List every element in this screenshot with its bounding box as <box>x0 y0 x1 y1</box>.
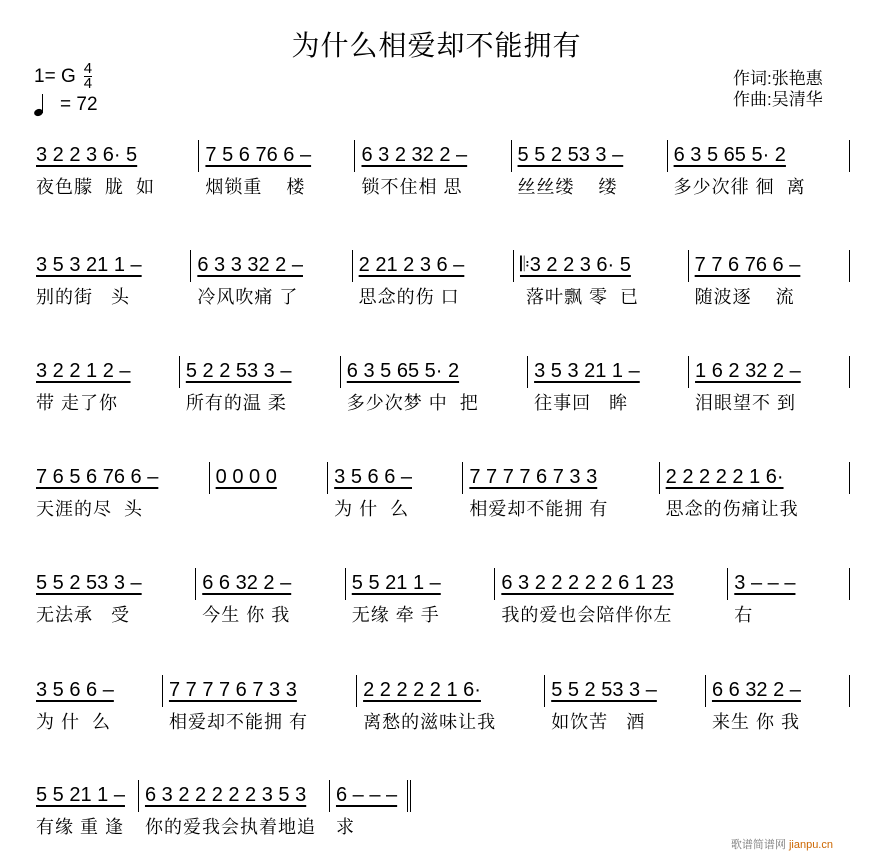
measure-lyrics: 多少次徘 徊 离 <box>673 177 806 197</box>
measure-notes: 7 7 6 76 6 – <box>694 254 801 276</box>
measure-notes: 𝄆3 2 2 3 6· 5 <box>519 254 631 276</box>
measure <box>463 460 659 520</box>
measure-lyrics: 我的爱也会陪伴你左 <box>501 605 673 625</box>
score-row <box>30 138 850 198</box>
measure-notes: 6 3 2 2 2 2 2 6 1 23 <box>501 572 674 594</box>
measure-notes: 6 6 32 2 – <box>711 679 801 701</box>
measure <box>545 673 706 733</box>
measure <box>689 354 850 414</box>
measure <box>353 248 514 308</box>
score-row <box>30 248 850 308</box>
watermark-cn: 歌谱简谱网 <box>730 839 786 851</box>
measure-lyrics: 带 走了你 <box>36 393 119 413</box>
song-title: 为什么相爱却不能拥有 <box>291 30 582 61</box>
measure <box>210 460 329 520</box>
measure-lyrics: 今生 你 我 <box>202 605 291 625</box>
measure-notes: 7 6 5 6 76 6 – <box>36 466 159 488</box>
measure-lyrics: 多少次梦 中 把 <box>346 393 479 413</box>
measure-lyrics: 相爱却不能拥 有 <box>168 712 308 732</box>
measure-lyrics: 如饮苦 酒 <box>551 712 646 732</box>
measure <box>668 138 850 198</box>
measure-notes: 5 5 2 53 3 – <box>551 679 657 701</box>
measure <box>689 248 850 308</box>
measure-notes: 5 5 2 53 3 – <box>36 572 142 594</box>
measure-notes: 0 0 0 0 <box>215 466 277 488</box>
watermark <box>731 836 833 852</box>
measure-lyrics <box>216 498 319 520</box>
measure-notes: 7 7 7 7 6 7 3 3 <box>469 466 598 488</box>
measure-lyrics: 所有的温 柔 <box>185 393 287 413</box>
measure-notes: 5 2 2 53 3 – <box>185 360 292 382</box>
score-row <box>30 778 411 838</box>
key-label: 1= G <box>34 65 76 87</box>
measure-notes: 5 5 21 1 – <box>351 572 441 594</box>
measure-lyrics: 丝丝缕 缕 <box>517 177 618 197</box>
measure-lyrics: 思念的伤 口 <box>358 287 460 307</box>
measure <box>330 778 411 838</box>
measure <box>30 460 210 520</box>
measure-notes: 2 2 2 2 2 1 6· <box>665 466 784 488</box>
measure <box>514 248 689 308</box>
time-signature <box>84 62 92 91</box>
measure-lyrics: 无法承 受 <box>36 605 131 625</box>
measure-lyrics: 天涯的尽 头 <box>36 499 144 519</box>
measure <box>196 566 346 626</box>
measure <box>528 354 689 414</box>
measure-lyrics: 求 <box>335 817 355 837</box>
lyricist: 作词:张艳惠 <box>733 69 823 88</box>
measure <box>328 460 463 520</box>
measure-notes: 3 5 6 6 – <box>36 679 114 701</box>
measure <box>30 354 180 414</box>
measure <box>495 566 728 626</box>
watermark-site: jianpu.cn <box>788 839 833 851</box>
measure-notes: 3 – – – <box>734 572 796 594</box>
measure <box>30 673 163 733</box>
measure <box>139 778 330 838</box>
time-signature-top: 4 <box>83 60 93 77</box>
measure-notes: 6 3 3 32 2 – <box>197 254 303 276</box>
score-row <box>30 566 850 626</box>
time-signature-bottom: 4 <box>83 75 93 92</box>
measure-lyrics: 往事回 眸 <box>534 393 629 413</box>
measure <box>512 138 668 198</box>
measure-lyrics: 烟锁重 楼 <box>205 177 306 197</box>
measure-notes: 3 2 2 3 6· 5 <box>36 144 138 166</box>
tempo-marking <box>34 94 98 116</box>
measure-lyrics: 为 什 么 <box>36 712 112 732</box>
measure <box>30 778 139 838</box>
measure-notes: 6 3 2 2 2 2 2 3 5 3 <box>144 784 307 806</box>
measure-notes: 6 3 2 32 2 – <box>361 144 468 166</box>
score-row <box>30 673 850 733</box>
measure-notes: 6 3 5 65 5· 2 <box>673 144 786 166</box>
measure-notes: 5 5 21 1 – <box>36 784 125 806</box>
measure <box>706 673 850 733</box>
measure-lyrics: 你的爱我会执着地追 <box>144 817 316 837</box>
measure <box>355 138 511 198</box>
measure-lyrics: 落叶飘 零 已 <box>519 287 639 307</box>
measure <box>191 248 352 308</box>
measure-lyrics: 有缘 重 逢 <box>36 817 125 837</box>
measure <box>660 460 850 520</box>
measure <box>357 673 545 733</box>
measure-lyrics: 冷风吹痛 了 <box>197 287 299 307</box>
measure-lyrics: 泪眼望不 到 <box>695 393 797 413</box>
measure-notes: 6 – – – <box>335 784 398 806</box>
measure-lyrics: 思念的伤痛让我 <box>665 499 799 519</box>
measure-notes: 1 6 2 32 2 – <box>695 360 801 382</box>
quarter-note-icon <box>34 94 44 116</box>
measure-lyrics: 夜色朦 胧 如 <box>36 177 156 197</box>
measure-lyrics: 锁不住相 思 <box>361 177 463 197</box>
measure-lyrics: 右 <box>734 605 754 625</box>
measure-notes: 2 21 2 3 6 – <box>358 254 465 276</box>
credits <box>733 68 823 110</box>
measure-notes: 3 2 2 1 2 – <box>36 360 131 382</box>
measure <box>346 566 496 626</box>
measure <box>199 138 355 198</box>
measure-notes: 6 6 32 2 – <box>202 572 292 594</box>
measure-notes: 2 2 2 2 2 1 6· <box>363 679 481 701</box>
measure-notes: 3 5 6 6 – <box>334 466 412 488</box>
measure-notes: 7 7 7 7 6 7 3 3 <box>168 679 297 701</box>
score-row <box>30 460 850 520</box>
measure-lyrics: 别的街 头 <box>36 287 131 307</box>
measure <box>30 138 199 198</box>
measure <box>180 354 341 414</box>
measure <box>30 566 196 626</box>
measure-notes: 3 5 3 21 1 – <box>36 254 142 276</box>
measure-notes: 5 5 2 53 3 – <box>517 144 624 166</box>
key-signature <box>34 62 92 91</box>
measure-lyrics: 随波逐 流 <box>694 287 795 307</box>
composer: 作曲:吴清华 <box>733 90 823 109</box>
measure-notes: 3 5 3 21 1 – <box>534 360 640 382</box>
measure <box>30 248 191 308</box>
tempo-value: = 72 <box>60 94 98 115</box>
measure-lyrics: 来生 你 我 <box>711 712 800 732</box>
measure <box>728 566 850 626</box>
measure-lyrics: 无缘 牵 手 <box>351 605 440 625</box>
measure-lyrics: 相爱却不能拥 有 <box>469 499 609 519</box>
measure-notes: 6 3 5 65 5· 2 <box>346 360 460 382</box>
measure-notes: 7 5 6 76 6 – <box>205 144 312 166</box>
score-row <box>30 354 850 414</box>
measure <box>341 354 528 414</box>
measure-lyrics: 为 什 么 <box>334 499 410 519</box>
measure <box>163 673 357 733</box>
measure-lyrics: 离愁的滋味让我 <box>363 712 497 732</box>
